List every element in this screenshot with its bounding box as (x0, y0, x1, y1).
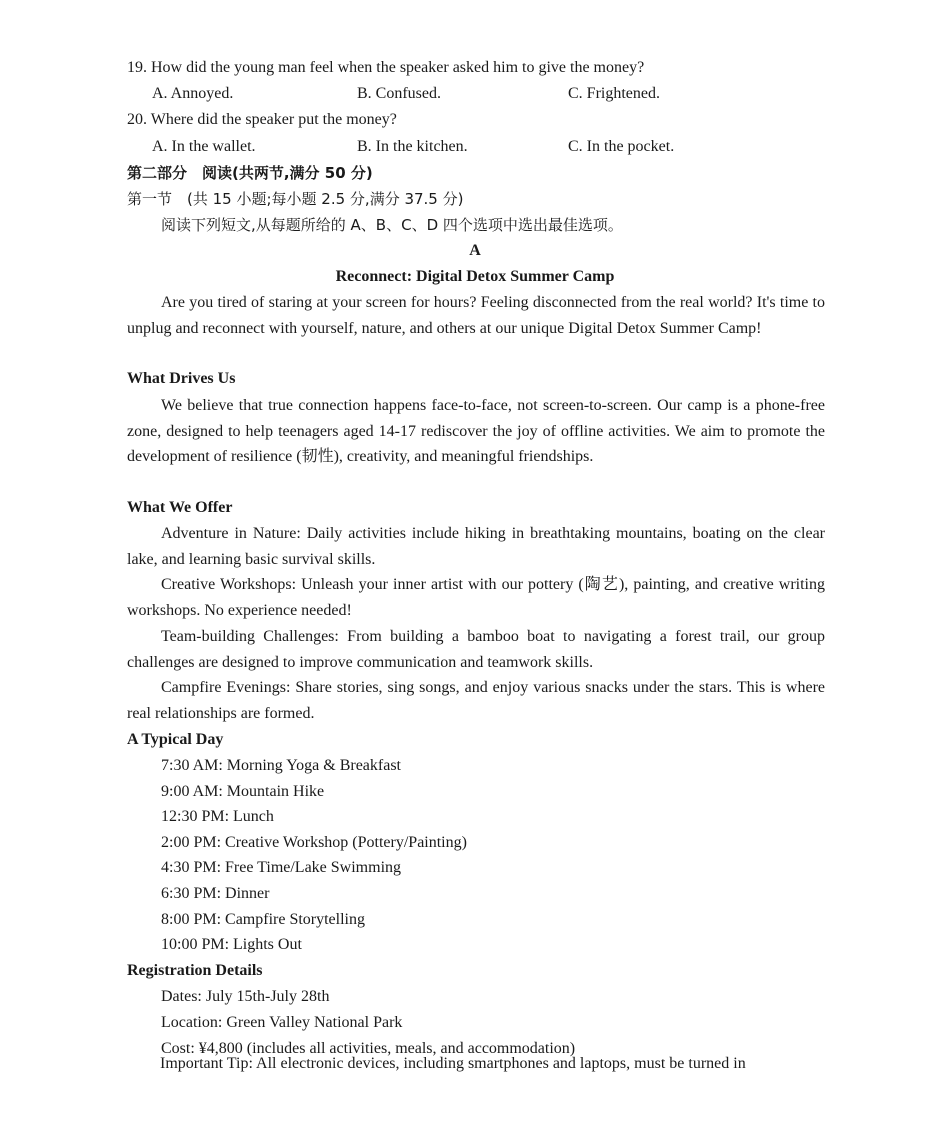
schedule-item: 4:30 PM: Free Time/Lake Swimming (161, 859, 402, 876)
offer-campfire: Campfire Evenings: Share stories, sing songs, and enjoy various snacks under the stars. This is where real relationships are formed. (127, 679, 825, 722)
cut-off-line: Important Tip: All electronic devices, including smartphones and laptops, must be turned in (160, 1055, 746, 1072)
registration-dates: Dates: July 15th-July 28th (161, 988, 330, 1005)
offer-workshops: Creative Workshops: Unleash your inner artist with our pottery (陶艺), painting, and creative writing workshops. No experience needed! (127, 576, 825, 619)
passage-title: Reconnect: Digital Detox Summer Camp (335, 268, 615, 285)
drives-paragraph: We believe that true connection happens face-to-face, not screen-to-screen. Our camp is a phone-free zone, designed to help teenagers aged 14-17 rediscover the joy of offline activities. We aim to promote the development of resilience (韧性), creativity, and meaningful friendships. (127, 397, 825, 466)
section-one-title: 第一节 (共 15 小题;每小题 2.5 分,满分 37.5 分) (127, 190, 464, 208)
q19-option-a: A. Annoyed. (152, 85, 234, 102)
schedule-item: 12:30 PM: Lunch (161, 808, 274, 825)
drives-heading: What Drives Us (127, 370, 236, 387)
part-two-title: 第二部分 阅读(共两节,满分 50 分) (127, 164, 373, 182)
schedule-item: 7:30 AM: Morning Yoga & Breakfast (161, 757, 401, 774)
schedule-item: 6:30 PM: Dinner (161, 885, 270, 902)
day-heading: A Typical Day (127, 731, 224, 748)
registration-location: Location: Green Valley National Park (161, 1014, 403, 1031)
offer-teambuilding: Team-building Challenges: From building a bamboo boat to navigating a forest trail, our group challenges are designed to improve communication and teamwork skills. (127, 628, 825, 671)
schedule-item: 9:00 AM: Mountain Hike (161, 783, 325, 800)
offer-heading: What We Offer (127, 499, 233, 516)
question-20: 20. Where did the speaker put the money? (127, 111, 397, 128)
q19-option-b: B. Confused. (357, 85, 441, 102)
reading-instruction: 阅读下列短文,从每题所给的 A、B、C、D 四个选项中选出最佳选项。 (161, 216, 623, 234)
q20-option-a: A. In the wallet. (152, 138, 256, 155)
schedule-item: 2:00 PM: Creative Workshop (Pottery/Painting) (161, 834, 467, 851)
intro-paragraph: Are you tired of staring at your screen for hours? Feeling disconnected from the real world? It's time to unplug and reconnect with yourself, nature, and others at our unique Digital Detox Summer Camp! (127, 294, 825, 337)
offer-adventure: Adventure in Nature: Daily activities include hiking in breathtaking mountains, boating on the clear lake, and learning basic survival skills. (127, 525, 825, 568)
q20-option-b: B. In the kitchen. (357, 138, 468, 155)
registration-cost: Cost: ¥4,800 (includes all activities, meals, and accommodation) (161, 1040, 576, 1057)
q19-option-c: C. Frightened. (568, 85, 660, 102)
passage-letter: A (469, 242, 481, 259)
schedule-item: 8:00 PM: Campfire Storytelling (161, 911, 365, 928)
registration-heading: Registration Details (127, 962, 263, 979)
q20-option-c: C. In the pocket. (568, 138, 675, 155)
question-19: 19. How did the young man feel when the speaker asked him to give the money? (127, 59, 645, 76)
schedule-item: 10:00 PM: Lights Out (161, 936, 302, 953)
